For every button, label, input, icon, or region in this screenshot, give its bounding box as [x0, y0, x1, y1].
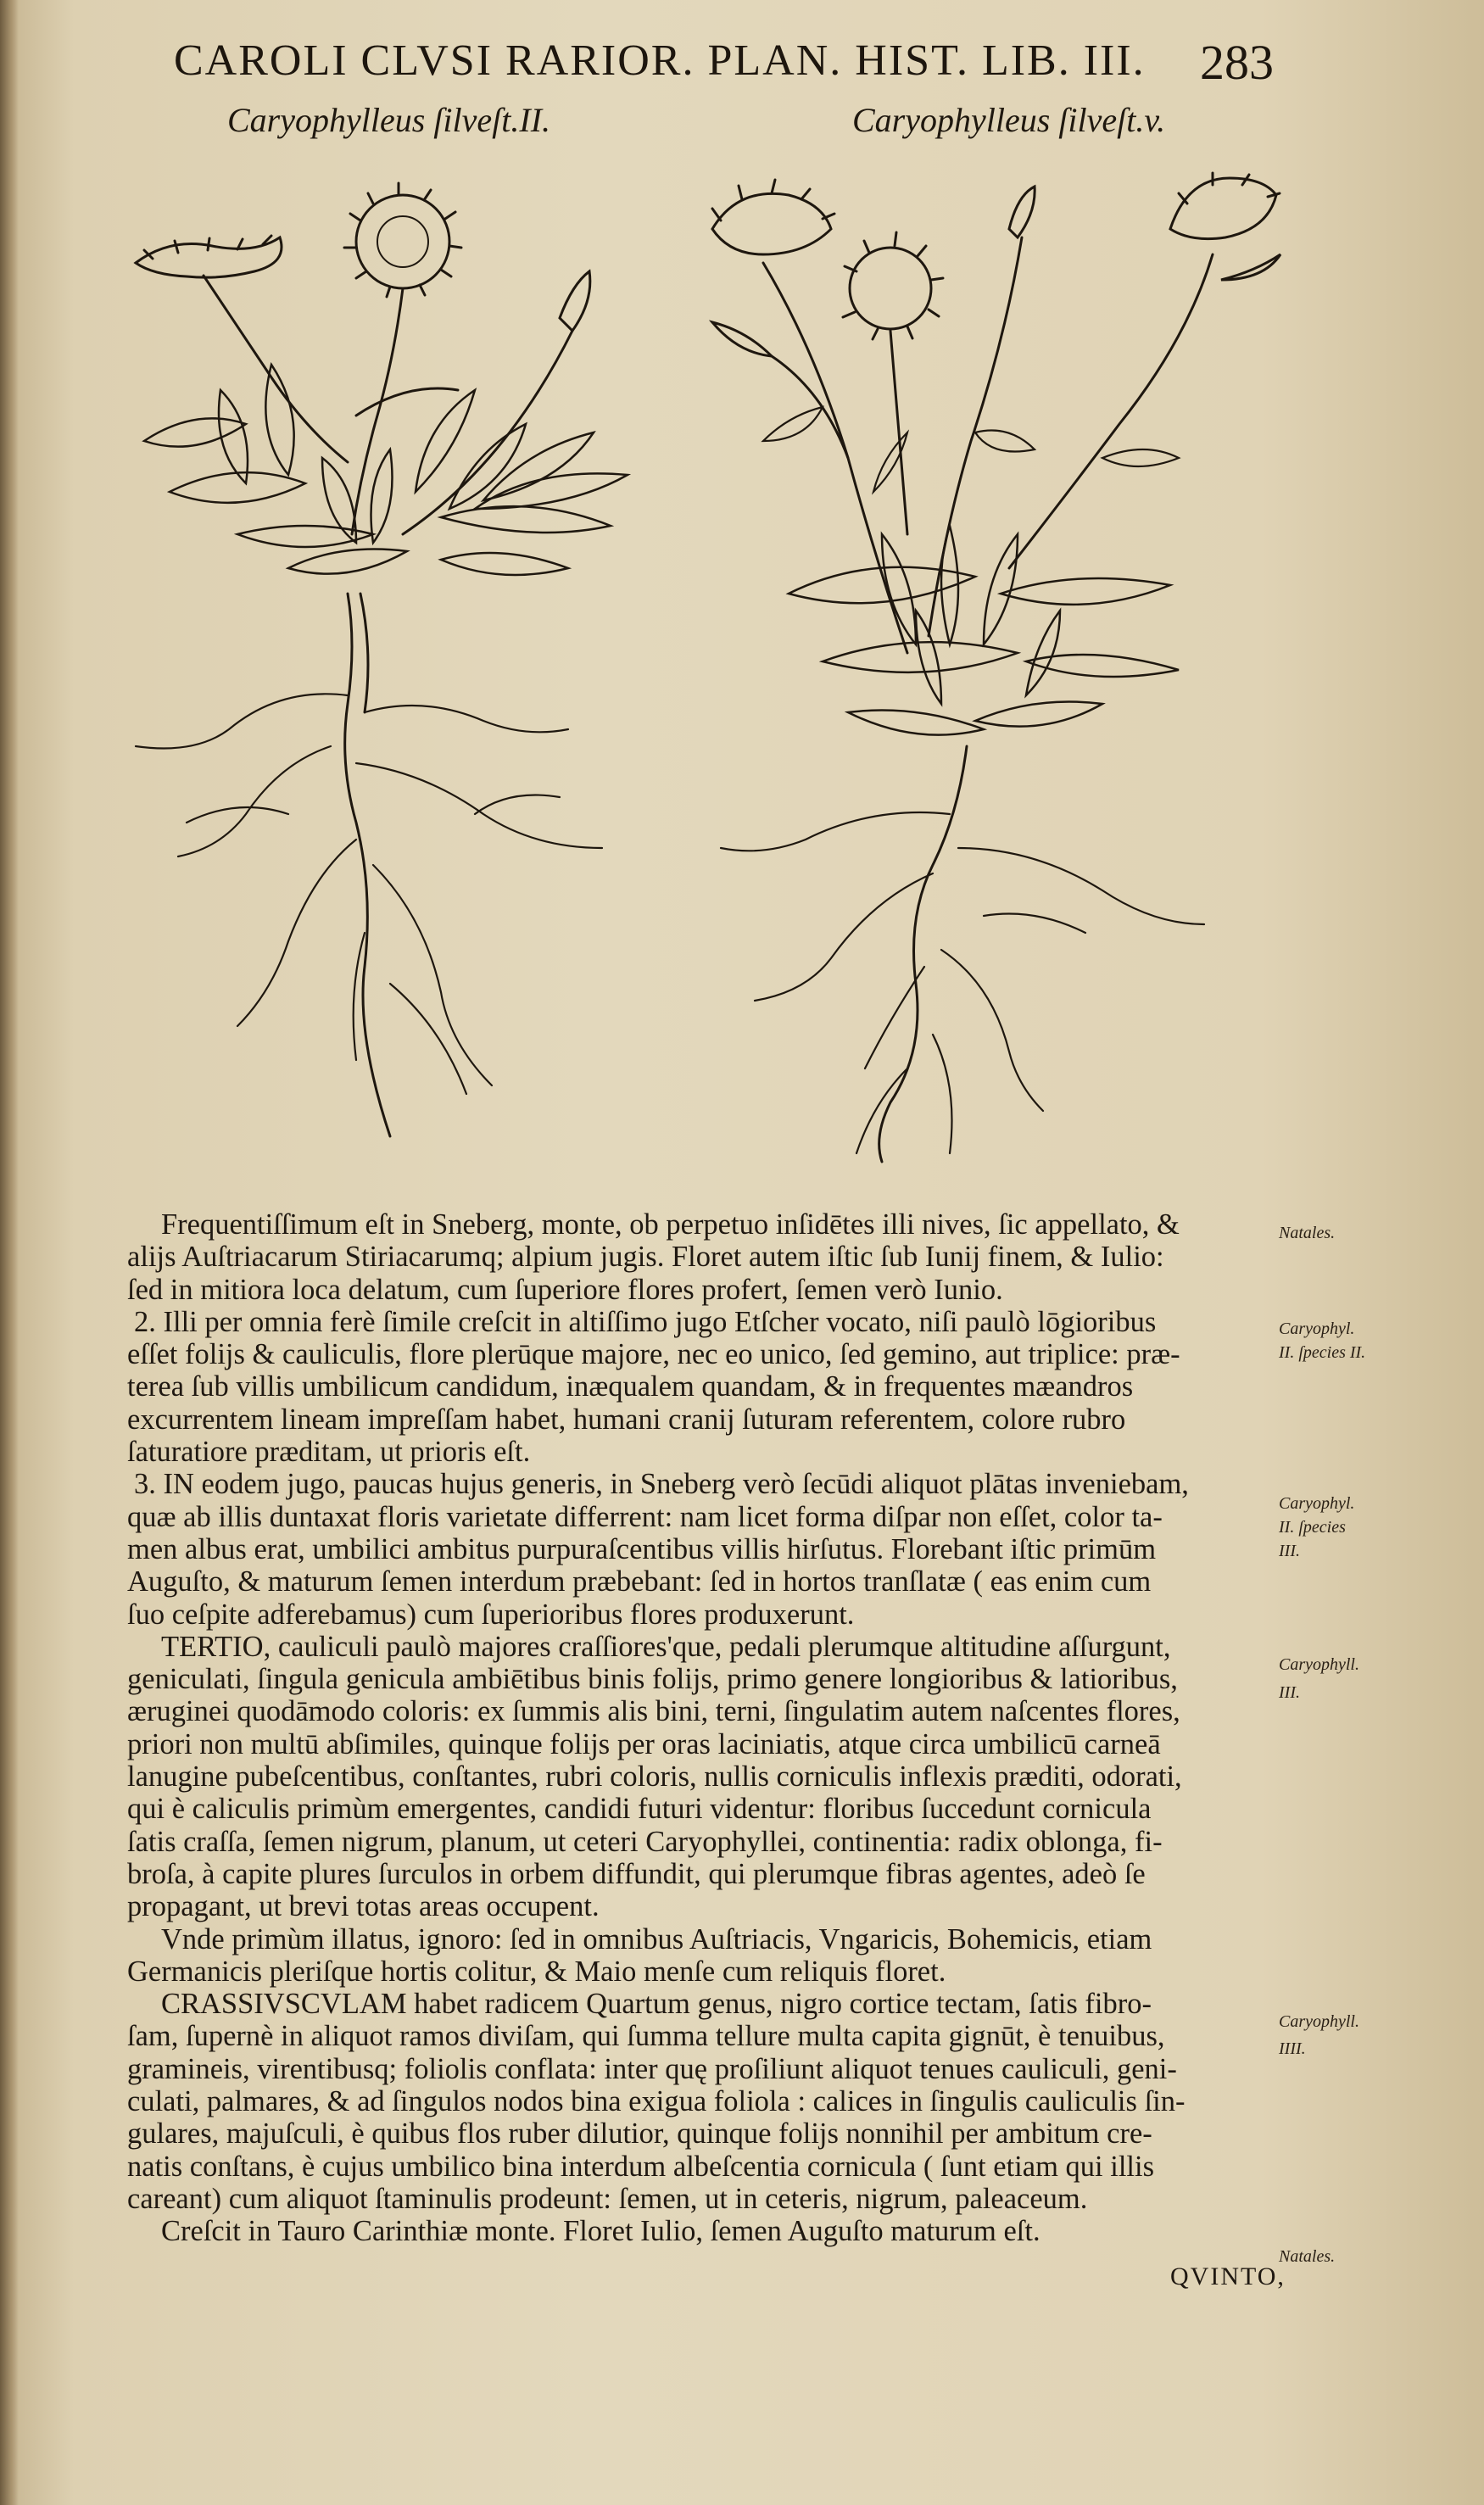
flower-head-icon: [136, 236, 282, 277]
text-line: TERTIO, cauliculi paulò majores craſſiores'que, pedali plerumque altitudine aſſurgunt,: [161, 1630, 1171, 1663]
flower-head-icon: [344, 183, 461, 297]
text-line: gramineis, virentibusq; foliolis conflata: inter quę proſiliunt aliquot tenues cauliculi, geni-: [127, 2052, 1177, 2085]
text-line: qui è caliculis primùm emergentes, candidi futuri videntur: floribus ſuccedunt cornicula: [127, 1793, 1152, 1826]
page-number: 283: [1200, 35, 1274, 90]
text-line: propagant, ut brevi totas areas occupent.: [127, 1890, 600, 1923]
text-line: natis conſtans, è cujus umbilico bina interdum albeſcentia cornicula ( ſunt etiam qui illis: [127, 2150, 1155, 2183]
text-line: ſuo ceſpite adferebamus) cum ſuperioribus flores produxerunt.: [127, 1598, 855, 1631]
text-line: alijs Auſtriacarum Stiriacarumq; alpium jugis. Floret autem iſtic ſub Iunij finem, & Iulio:: [127, 1241, 1164, 1274]
flower-head-icon: [1170, 173, 1280, 239]
text-line: eſſet folijs & cauliculis, flore plerūque majore, nec eo unico, ſed gemino, aut triplice: præ-: [127, 1338, 1180, 1371]
text-line: ſatis craſſa, ſemen nigrum, planum, ut ceteri Caryophyllei, continentia: radix oblonga, fi-: [127, 1825, 1163, 1858]
left-figure-caption: Caryophylleus ſilveſt.II.: [227, 101, 551, 139]
margin-note: III.: [1279, 1542, 1300, 1560]
text-line: lanugine pubeſcentibus, conſtantes, rubri coloris, nullis corniculis inflexis præditi, odorati,: [127, 1760, 1182, 1794]
margin-note: Caryophyl.: [1279, 1319, 1355, 1338]
text-line: ſaturatiore præditam, ut prioris eſt.: [127, 1436, 531, 1469]
text-line: 3. IN eodem jugo, paucas hujus generis, in Sneberg verò ſecūdi aliquot plātas inveniebam,: [134, 1468, 1189, 1501]
gutter-shadow: [0, 0, 19, 2505]
left-plant-woodcut: [119, 170, 704, 1170]
margin-note: Caryophyll.: [1279, 1655, 1359, 1674]
margin-note: Caryophyll.: [1279, 2012, 1359, 2031]
margin-note: II. ſpecies: [1279, 1518, 1346, 1537]
text-line: æruginei quodāmodo coloris: ex ſummis alis bini, terni, ſingulatim autem naſcentes flores,: [127, 1695, 1180, 1728]
margin-note: Natales.: [1279, 1224, 1336, 1242]
running-title: CAROLI CLVSI RARIOR. PLAN. HIST. LIB. III.: [174, 36, 1146, 85]
margin-note: III.: [1279, 1683, 1300, 1702]
text-line: culati, palmares, & ad ſingulos nodos bina exigua foliola : calices in ſingulis cauliculis ſin-: [127, 2085, 1186, 2118]
text-line: Auguſto, & maturum ſemen interdum præbebant: ſed in hortos tranſlatæ ( eas enim cum: [127, 1565, 1152, 1598]
text-line: Creſcit in Tauro Carinthiæ monte. Floret Iulio, ſemen Auguſto maturum eſt.: [161, 2215, 1040, 2248]
body-text: [127, 1208, 1272, 2248]
margin-note: Natales.: [1279, 2247, 1336, 2266]
right-figure-caption: Caryophylleus ſilveſt.v.: [852, 101, 1166, 139]
flower-head-icon: [843, 232, 943, 339]
text-line: geniculati, ſingula genicula ambiētibus binis folijs, primo genere longioribus & latioribus,: [127, 1663, 1178, 1696]
right-plant-woodcut: [695, 153, 1289, 1187]
margin-note: Caryophyl.: [1279, 1494, 1355, 1513]
text-line: ſam, ſupernè in aliquot ramos diviſam, qui ſumma tellure multa capita gignūt, è tenuibus,: [127, 2020, 1165, 2053]
text-line: Frequentiſſimum eſt in Sneberg, monte, ob perpetuo inſidētes illi nives, ſic appellato, &: [161, 1208, 1180, 1241]
text-line: Vnde primùm illatus, ignoro: ſed in omnibus Auſtriacis, Vngaricis, Bohemicis, etiam: [161, 1922, 1152, 1955]
text-line: broſa, à capite plures ſurculos in orbem diffundit, qui plerumque fibras agentes, adeò ſe: [127, 1857, 1146, 1890]
text-line: terea ſub villis umbilicum candidum, inæqualem quandam, & in frequentes mæandros: [127, 1370, 1134, 1403]
text-line: ſed in mitiora loca delatum, cum ſuperiore flores profert, ſemen verò Iunio.: [127, 1273, 1003, 1306]
text-line: Germanicis pleriſque hortis colitur, & Maio menſe cum reliquis floret.: [127, 1955, 946, 1988]
text-line: gulares, majuſculi, è quibus flos ruber dilutior, quinque folijs nonnihil per ambitum cre-: [127, 2117, 1152, 2151]
text-line: quæ ab illis duntaxat floris varietate differrent: nam licet forma diſpar non eſſet, color ta-: [127, 1500, 1163, 1533]
margin-note: II. ſpecies II.: [1279, 1343, 1366, 1362]
text-line: careant) cum aliquot ſtaminulis prodeunt: ſemen, ut in ceteris, nigrum, paleaceum.: [127, 2182, 1088, 2215]
text-line: excurrentem lineam impreſſam habet, humani cranij ſuturam referentem, colore rubro: [127, 1403, 1126, 1436]
flower-head-icon: [712, 180, 834, 254]
text-line: priori non multū abſimiles, quinque folijs per oras laciniatis, atque circa umbilicū carneā: [127, 1727, 1161, 1760]
catchword: QVINTO,: [1170, 2262, 1286, 2290]
text-line: CRASSIVSCVLAM habet radicem Quartum genus, nigro cortice tectam, ſatis fibro-: [161, 1988, 1152, 2021]
text-line: 2. Illi per omnia ferè ſimile creſcit in altiſſimo jugo Etſcher vocato, niſi paulò lōgioribus: [134, 1305, 1157, 1338]
margin-note: IIII.: [1279, 2039, 1306, 2058]
text-line: men albus erat, umbilici ambitus purpuraſcentibus villis hirſutus. Florebant iſtic primūm: [127, 1532, 1157, 1565]
